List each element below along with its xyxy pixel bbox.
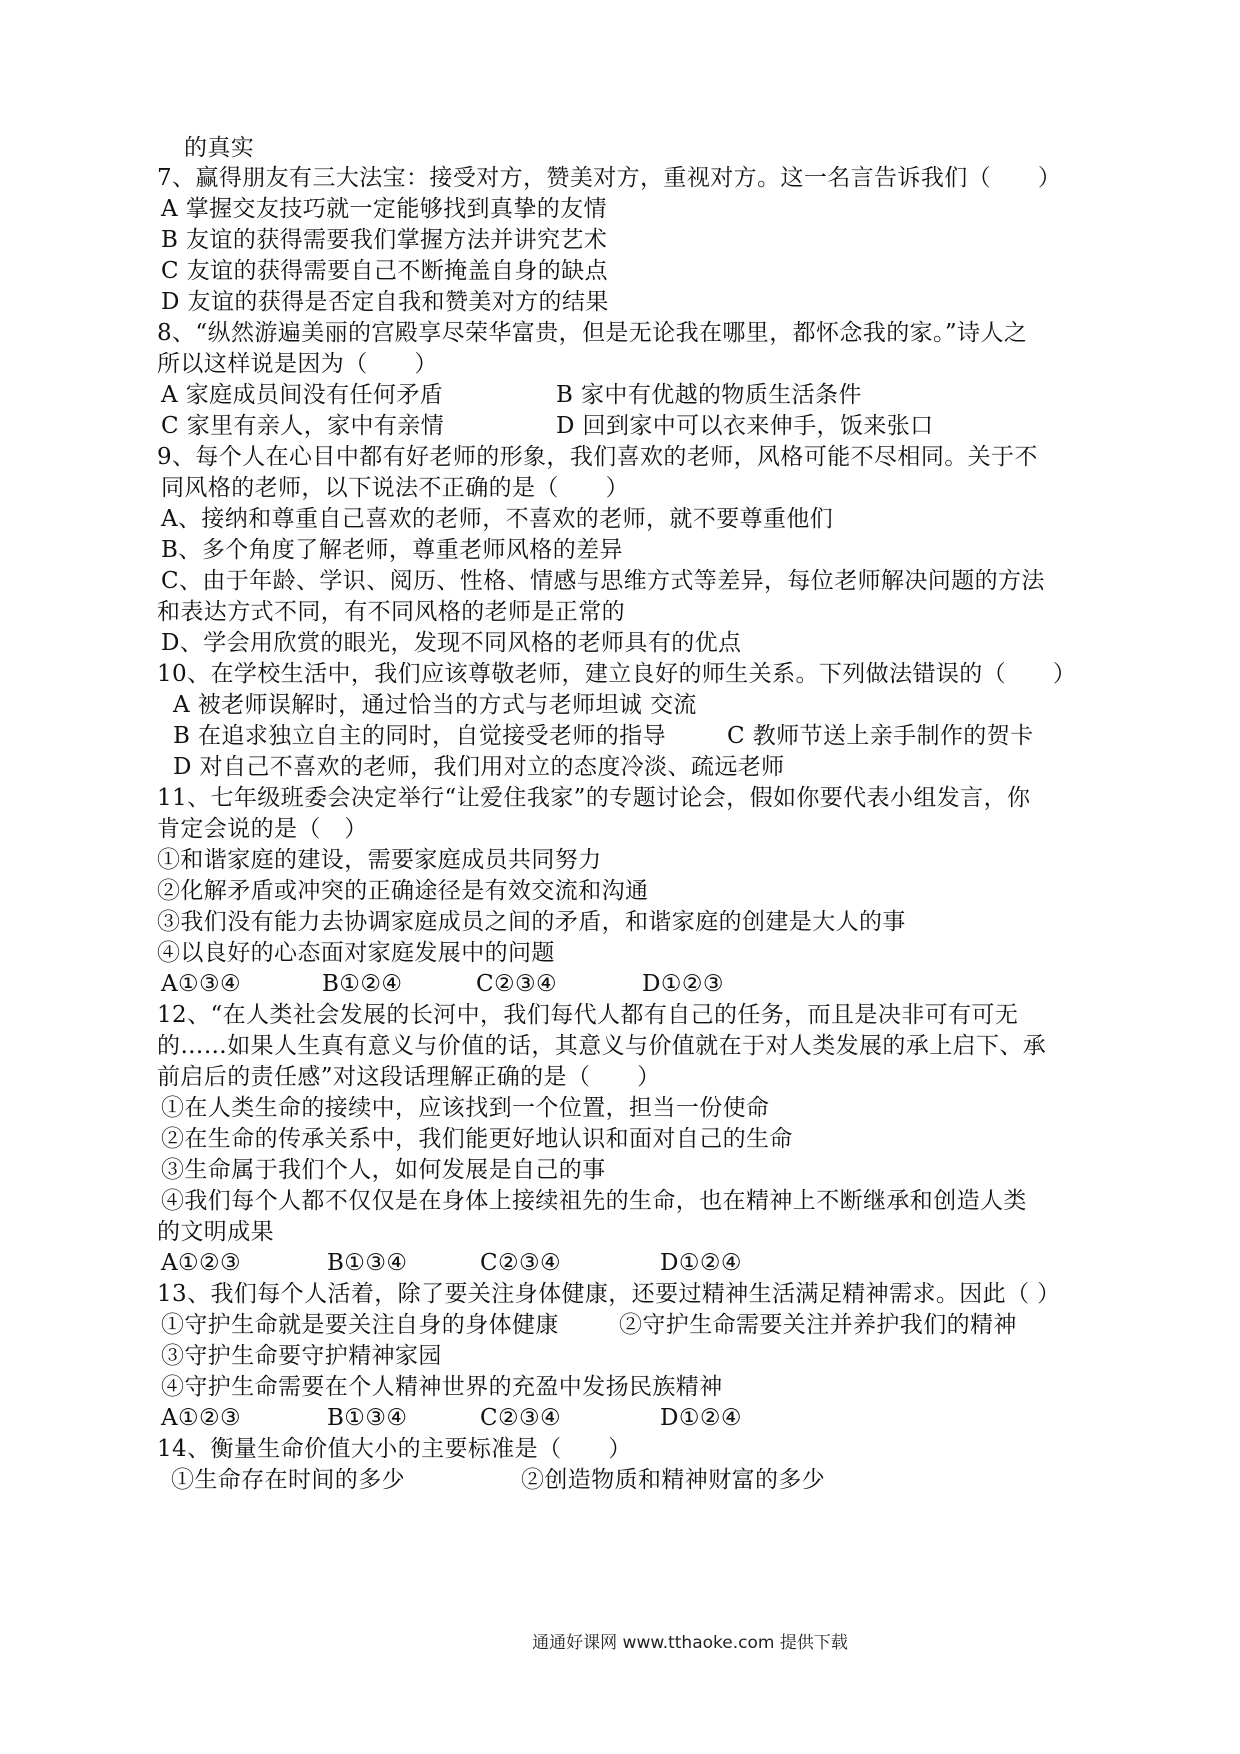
option-line: A 家庭成员间没有任何矛盾 xyxy=(161,382,444,408)
answer-choice: D①②④ xyxy=(660,1250,742,1276)
option-line: D 对自己不喜欢的老师，我们用对立的态度冷淡、疏远老师 xyxy=(173,754,785,780)
statement-line: ①守护生命就是要关注自身的身体健康 xyxy=(161,1312,559,1338)
option-line: D 回到家中可以衣来伸手，饭来张口 xyxy=(556,413,934,439)
text-line: 和表达方式不同，有不同风格的老师是正常的 xyxy=(157,599,625,625)
page-footer: 通通好课网 www.tthaoke.com 提供下载 xyxy=(532,1633,848,1653)
answer-choice: A①②③ xyxy=(161,1250,242,1276)
option-line: B、多个角度了解老师，尊重老师风格的差异 xyxy=(161,537,623,563)
statement-line: ②在生命的传承关系中，我们能更好地认识和面对自己的生命 xyxy=(161,1126,793,1152)
text-line: 的文明成果 xyxy=(157,1219,274,1245)
text-line: 的……如果人生真有意义与价值的话，其意义与价值就在于对人类发展的承上启下、承 xyxy=(157,1033,1047,1059)
statement-line: ③我们没有能力去协调家庭成员之间的矛盾，和谐家庭的创建是大人的事 xyxy=(157,909,906,935)
question-13: 13、我们每个人活着，除了要关注身体健康，还要过精神生活满足精神需求。因此（ ） xyxy=(157,1281,1061,1307)
question-7: 7、赢得朋友有三大法宝：接受对方，赞美对方，重视对方。这一名言告诉我们（ ） xyxy=(157,165,1062,191)
statement-line: ①和谐家庭的建设，需要家庭成员共同努力 xyxy=(157,847,602,873)
option-line: D、学会用欣赏的眼光，发现不同风格的老师具有的优点 xyxy=(161,630,742,656)
text-line: 的真实 xyxy=(184,135,255,161)
answer-choice: D①②④ xyxy=(660,1405,742,1431)
answer-choice: C②③④ xyxy=(476,971,558,997)
question-10: 10、在学校生活中，我们应该尊敬老师，建立良好的师生关系。下列做法错误的（ ） xyxy=(157,661,1077,687)
option-line: B 友谊的获得需要我们掌握方法并讲究艺术 xyxy=(161,227,608,253)
statement-line: ③守护生命要守护精神家园 xyxy=(161,1343,442,1369)
question-11: 11、七年级班委会决定举行“让爱住我家”的专题讨论会，假如你要代表小组发言，你 xyxy=(157,785,1031,811)
option-line: A 被老师误解时，通过恰当的方式与老师坦诚 交流 xyxy=(173,692,697,718)
option-line: C 家里有亲人，家中有亲情 xyxy=(161,413,445,439)
statement-line: ①在人类生命的接续中，应该找到一个位置，担当一份使命 xyxy=(161,1095,770,1121)
statement-line: ①生命存在时间的多少 xyxy=(171,1467,405,1493)
option-line: B 家中有优越的物质生活条件 xyxy=(556,382,862,408)
statement-line: ④守护生命需要在个人精神世界的充盈中发扬民族精神 xyxy=(161,1374,723,1400)
option-line: A 掌握交友技巧就一定能够找到真挚的友情 xyxy=(161,196,607,222)
answer-choice: B①②④ xyxy=(322,971,403,997)
question-8: 8、“纵然游遍美丽的宫殿享尽荣华富贵，但是无论我在哪里，都怀念我的家。”诗人之 xyxy=(157,320,1028,346)
text-line: 所以这样说是因为（ ） xyxy=(157,351,438,377)
option-line: B 在追求独立自主的同时，自觉接受老师的指导 xyxy=(173,723,667,749)
text-line: 肯定会说的是（ ） xyxy=(157,816,368,842)
statement-line: ②创造物质和精神财富的多少 xyxy=(521,1467,826,1493)
statement-line: ②化解矛盾或冲突的正确途径是有效交流和沟通 xyxy=(157,878,649,904)
answer-choice: A①③④ xyxy=(161,971,242,997)
answer-choice: B①③④ xyxy=(327,1405,408,1431)
answer-choice: A①②③ xyxy=(161,1405,242,1431)
answer-choice: B①③④ xyxy=(327,1250,408,1276)
question-14: 14、衡量生命价值大小的主要标准是（ ） xyxy=(157,1436,632,1462)
statement-line: ③生命属于我们个人，如何发展是自己的事 xyxy=(161,1157,606,1183)
statement-line: ②守护生命需要关注并养护我们的精神 xyxy=(619,1312,1017,1338)
question-9: 9、每个人在心目中都有好老师的形象，我们喜欢的老师，风格可能不尽相同。关于不 xyxy=(157,444,1038,470)
statement-line: ④以良好的心态面对家庭发展中的问题 xyxy=(157,940,555,966)
answer-choice: C②③④ xyxy=(480,1250,562,1276)
answer-choice: D①②③ xyxy=(642,971,724,997)
option-line: A、接纳和尊重自己喜欢的老师，不喜欢的老师，就不要尊重他们 xyxy=(161,506,834,532)
text-line: 前启后的责任感”对这段话理解正确的是（ ） xyxy=(157,1064,661,1090)
text-line: 同风格的老师，以下说法不正确的是（ ） xyxy=(161,475,629,501)
option-line: C、由于年龄、学识、阅历、性格、情感与思维方式等差异，每位老师解决问题的方法 xyxy=(161,568,1045,594)
option-line: D 友谊的获得是否定自我和赞美对方的结果 xyxy=(161,289,609,315)
statement-line: ④我们每个人都不仅仅是在身体上接续祖先的生命，也在精神上不断继承和创造人类 xyxy=(161,1188,1027,1214)
option-line: C 教师节送上亲手制作的贺卡 xyxy=(727,723,1034,749)
answer-choice: C②③④ xyxy=(480,1405,562,1431)
option-line: C 友谊的获得需要自己不断掩盖自身的缺点 xyxy=(161,258,608,284)
question-12: 12、“在人类社会发展的长河中，我们每代人都有自己的任务，而且是决非可有可无 xyxy=(157,1002,1019,1028)
